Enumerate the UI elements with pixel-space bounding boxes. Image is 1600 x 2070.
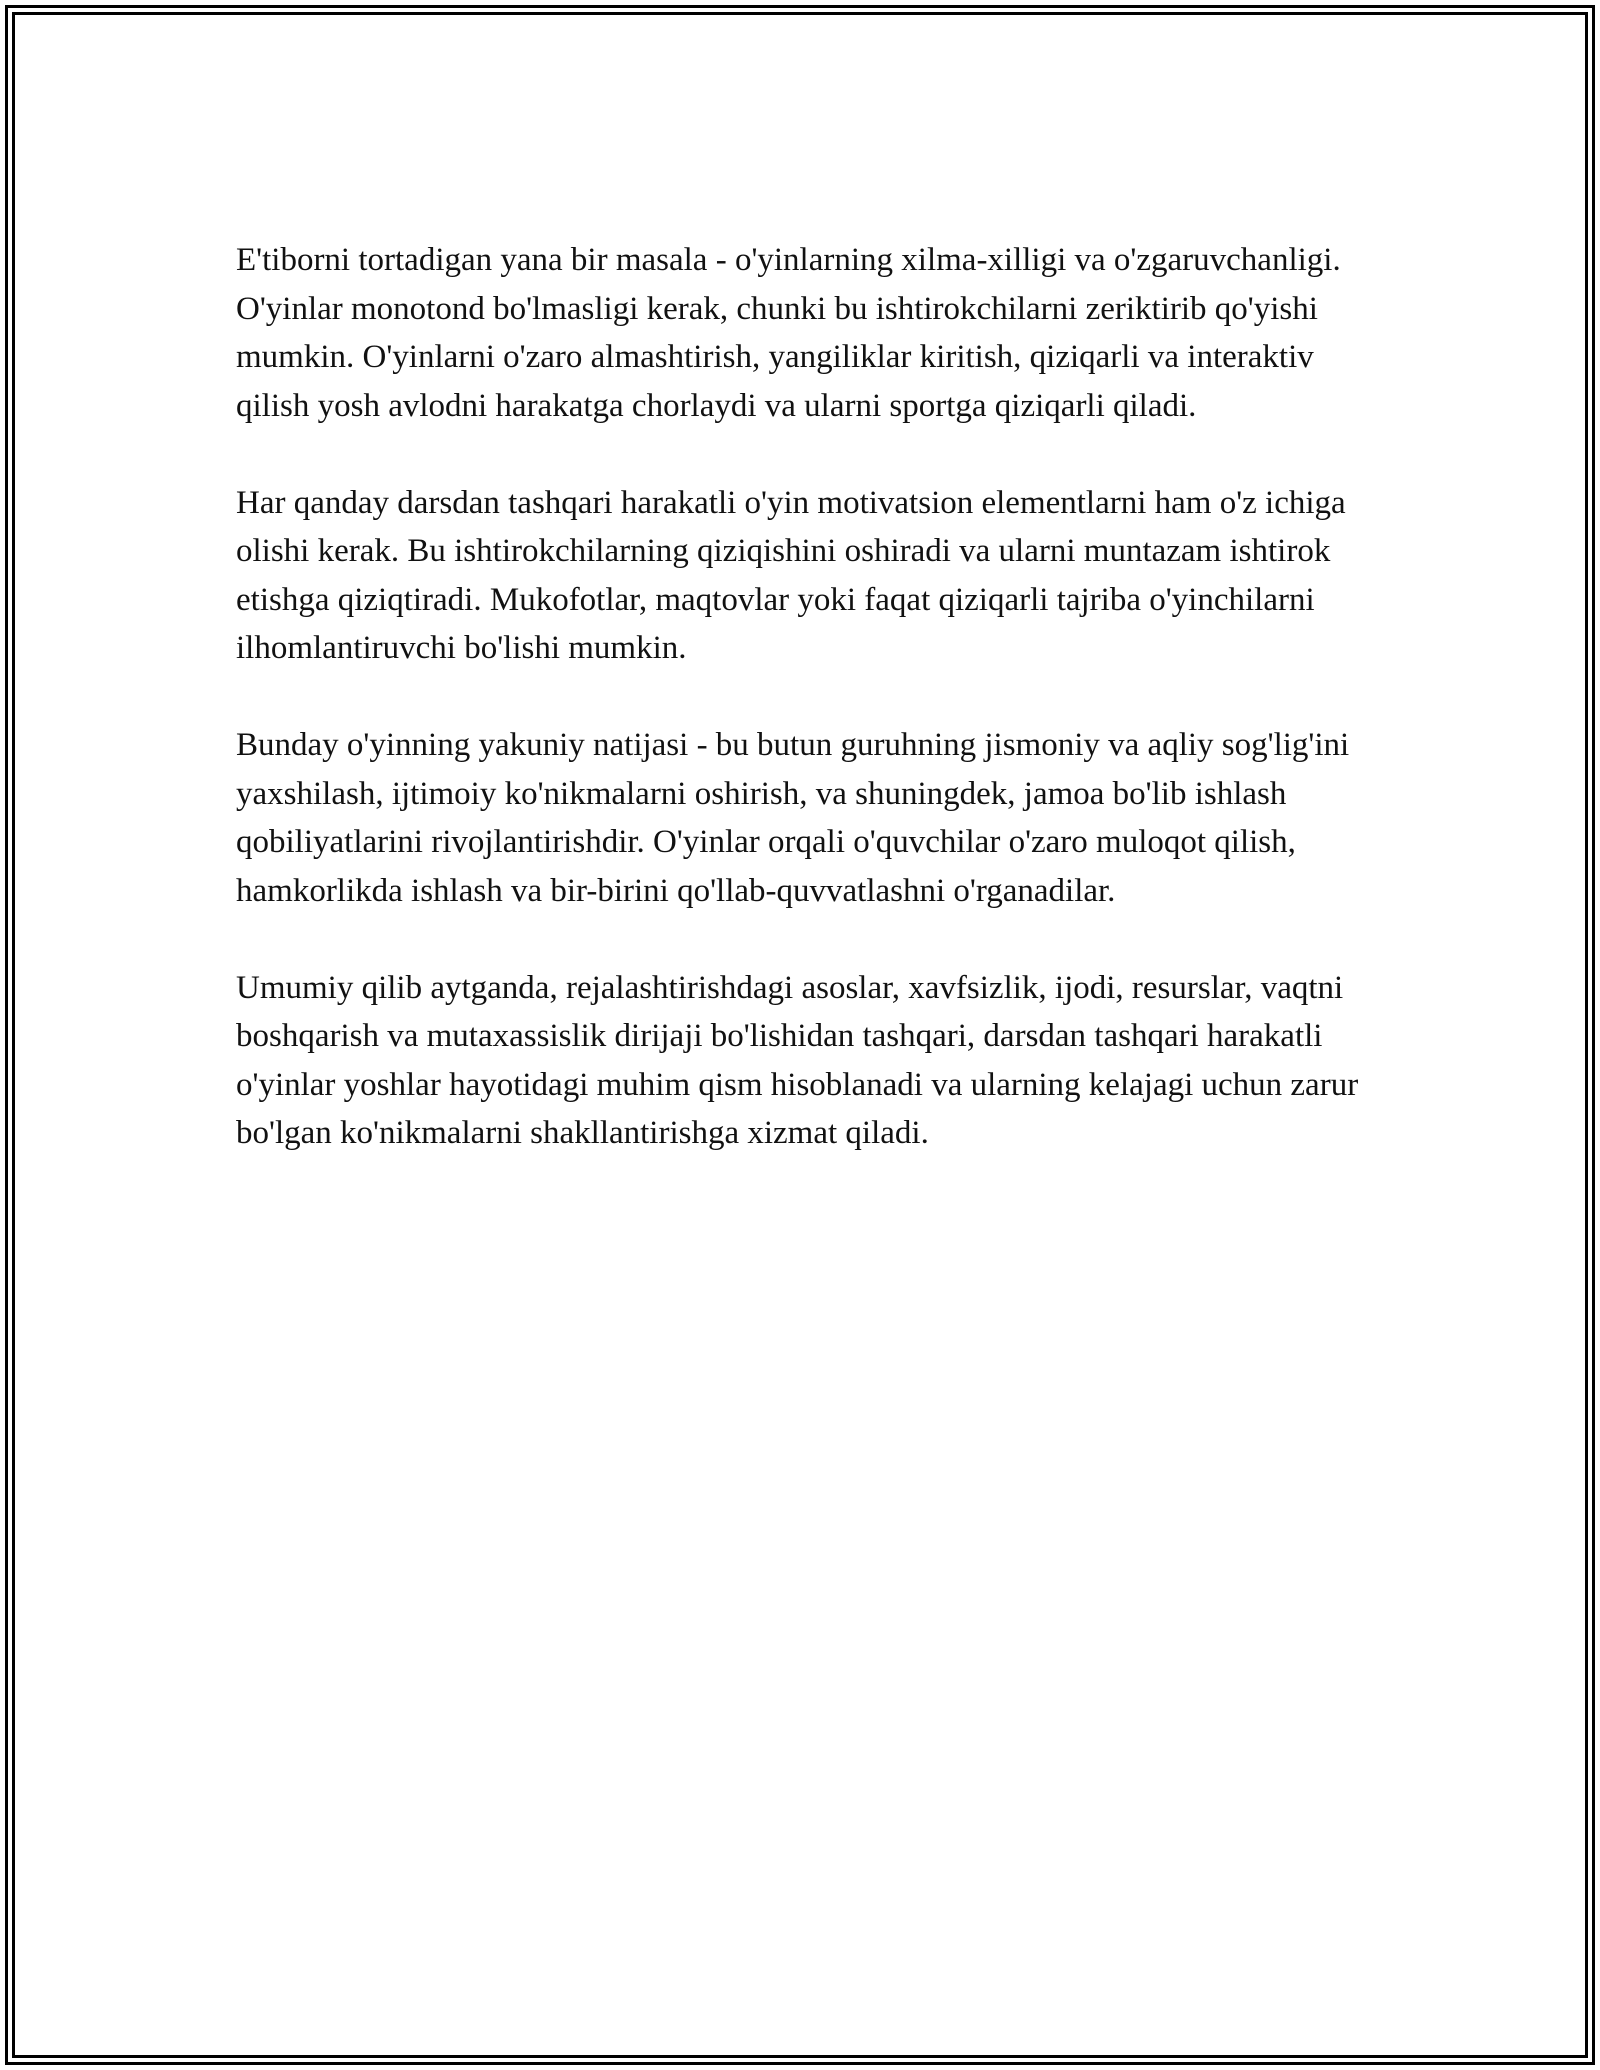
paragraph-1: E'tiborni tortadigan yana bir masala - o'yinlarning xilma-xilligi va o'zgaruvchanligi. O'yinlar monotond bo'lmasligi kerak, chunki bu ishtirokchilarni zeriktirib qo'yishi mumkin. O'yinlarni o'zaro almashtirish, yangiliklar kiritish, qiziqarli va interaktiv qilish yosh avlodni harakatga chorlaydi va ularni sportga qiziqarli qiladi.: [236, 242, 1341, 424]
document-body: [236, 236, 1376, 1206]
paragraph-4: Umumiy qilib aytganda, rejalashtirishdagi asoslar, xavfsizlik, ijodi, resurslar, vaqtni boshqarish va mutaxassislik dirijaji bo'lishidan tashqari, darsdan tashqari harakatli o'yinlar yoshlar hayotidagi muhim qism hisoblanadi va ularning kelajagi uchun zarur bo'lgan ko'nikmalarni shakllantirishga xizmat qiladi.: [236, 969, 1359, 1151]
paragraph-2: Har qanday darsdan tashqari harakatli o'yin motivatsion elementlarni ham o'z ichiga olishi kerak. Bu ishtirokchilarning qiziqishini oshiradi va ularni muntazam ishtirok etishga qiziqtiradi. Mukofotlar, maqtovlar yoki faqat qiziqarli tajriba o'yinchilarni ilhomlantiruvchi bo'lishi mumkin.: [236, 484, 1346, 666]
paragraph-3: Bunday o'yinning yakuniy natijasi - bu butun guruhning jismoniy va aqliy sog'lig'ini yaxshilash, ijtimoiy ko'nikmalarni oshirish, va shuningdek, jamoa bo'lib ishlash qobiliyatlarini rivojlantirishdir. O'yinlar orqali o'quvchilar o'zaro muloqot qilish, hamkorlikda ishlash va bir-birini qo'llab-quvvatlashni o'rganadilar.: [236, 727, 1350, 909]
